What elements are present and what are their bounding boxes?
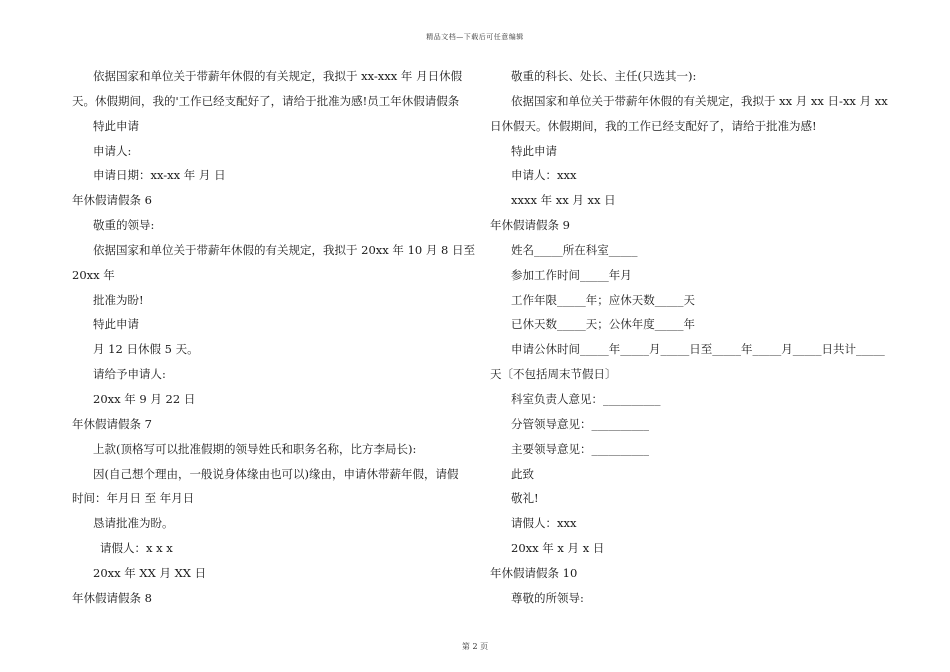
text-line: 此致 [511,466,534,481]
text-line: 特此申请 [93,317,139,332]
page-number: 第 2 页 [461,642,489,651]
text-line: 敬礼! [511,491,539,506]
right-column [490,64,888,611]
text-line: xxxx 年 xx 月 xx 日 [511,193,616,208]
text-line: 依据国家和单位关于带薪年休假的有关规定，我拟于 xx 月 xx 日-xx 月 xx [511,93,888,108]
text-line: 敬重的领导: [93,218,155,233]
form-field-line: 申请公休时间_____年_____月_____日至_____年_____月_____日共计_____ [511,342,885,357]
section-heading: 年休假请假条 8 [72,590,152,605]
section-heading: 年休假请假条 9 [490,218,570,233]
text-line: 敬重的科长、处长、主任(只选其一): [511,69,697,83]
form-field-line: 主要领导意见：__________ [511,441,649,456]
text-line: 申请人: [93,143,132,158]
text-line: 20xx 年 9 月 22 日 [93,391,196,406]
text-line: 月 12 日休假 5 天。 [93,342,199,357]
text-line: 恳请批准为盼。 [93,516,174,531]
text-line: 日休假天。休假期间，我的工作已经支配好了，请给于批准为感! [490,118,817,133]
text-line: 因(自己想个理由，一般说身体缘由也可以)缘由，申请休带薪年假，请假 [93,466,459,481]
text-line: 20xx 年 [72,267,115,282]
text-line: 批准为盼! [93,292,144,307]
form-field-line: 已休天数_____天；公休年度_____年 [511,317,695,332]
left-column [72,64,475,611]
section-heading: 年休假请假条 7 [72,416,152,431]
text-line: 请假人：xxx [511,516,577,531]
text-line: 上款(顶格写可以批准假期的领导姓氏和职务名称，比方李局长): [93,441,417,456]
text-line: 特此申请 [511,143,557,158]
text-line: 请假人：x x x [100,541,173,556]
text-line: 20xx 年 XX 月 XX 日 [93,565,207,580]
text-line: 请给予申请人: [93,367,166,382]
form-field-line: 分管领导意见：__________ [511,416,649,431]
section-heading: 年休假请假条 10 [490,565,578,580]
text-line: 依据国家和单位关于带薪年休假的有关规定，我拟于 20xx 年 10 月 8 日至 [93,242,475,257]
text-line: 申请日期：xx-xx 年 月 日 [93,168,226,183]
text-line: 申请人：xxx [511,168,577,183]
text-line: 依据国家和单位关于带薪年休假的有关规定，我拟于 xx-xxx 年 月日休假 [93,69,463,83]
text-line: 尊敬的所领导: [511,590,584,605]
form-field-line: 参加工作时间_____年月 [511,267,632,282]
text-line: 天。休假期间，我的'工作已经支配好了，请给于批准为感!员工年休假请假条 [72,93,460,108]
page-header: 精品文档—下载后可任意编辑 [426,33,524,41]
section-heading: 年休假请假条 6 [72,193,152,208]
text-line: 特此申请 [93,118,139,133]
form-field-line: 姓名_____所在科室_____ [511,242,638,257]
form-field-line: 科室负责人意见：__________ [511,391,661,406]
form-field-line: 工作年限_____年；应休天数_____天 [511,292,695,307]
text-line: 天〔不包括周末节假日〕 [490,367,617,382]
text-line: 20xx 年 x 月 x 日 [511,541,605,556]
text-line: 时间：年月日 至 年月日 [72,491,195,506]
